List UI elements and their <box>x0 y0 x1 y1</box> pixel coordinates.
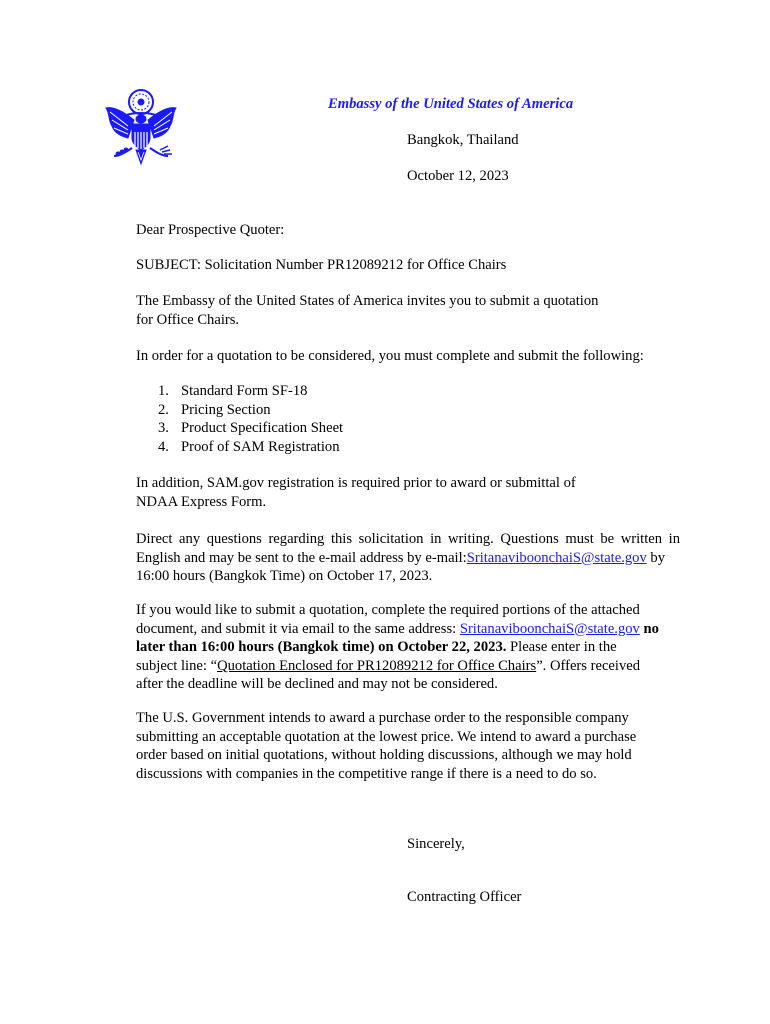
submission-text: no <box>639 620 659 637</box>
submission-text: Please enter in the <box>506 639 617 656</box>
email-link[interactable]: SritanaviboonchaiS@state.gov <box>459 620 640 637</box>
email-link[interactable]: SritanaviboonchaiS@state.gov <box>466 549 647 566</box>
list-item <box>158 382 343 401</box>
award-line: The U.S. Government intends to award a purchase order to the responsible company <box>136 710 629 726</box>
email-subject-text: Quotation Enclosed for PR12089212 for Office Chairs <box>217 657 537 674</box>
requirements-list <box>158 382 343 457</box>
list-item <box>158 438 343 457</box>
requirement-intro: In order for a quotation to be considered, you must complete and submit the following: <box>136 348 644 364</box>
submission-text: ”. Offers received <box>536 657 641 674</box>
questions-line: Direct any questions regarding this solicitation in writing. Questions must be written in <box>136 531 680 547</box>
list-item-text: Proof of SAM Registration <box>181 439 340 456</box>
sam-line: In addition, SAM.gov registration is required prior to award or submittal of <box>136 475 576 491</box>
closing: Sincerely, <box>407 836 465 852</box>
invitation-line: The Embassy of the United States of America invites you to submit a quotation <box>136 293 599 309</box>
submission-line: after the deadline will be declined and may not be considered. <box>136 676 498 693</box>
signature-title: Contracting Officer <box>407 889 522 905</box>
submission-line: If you would like to submit a quotation, complete the required portions of the attached <box>136 602 640 618</box>
questions-text: by <box>646 549 665 566</box>
list-item <box>158 401 343 420</box>
submission-line <box>136 620 680 639</box>
sam-paragraph <box>136 474 680 511</box>
list-item <box>158 419 343 438</box>
list-item-number: 3. <box>158 420 169 437</box>
questions-paragraph <box>136 530 680 586</box>
submission-paragraph <box>136 601 680 694</box>
great-seal-eagle-icon <box>104 86 178 168</box>
award-line: order based on initial quotations, without holding discussions, although we may hold <box>136 747 632 764</box>
list-item-text: Standard Form SF-18 <box>181 383 308 399</box>
questions-line: 16:00 hours (Bangkok Time) on October 17, 2023. <box>136 568 433 585</box>
sam-line: NDAA Express Form. <box>136 493 267 510</box>
questions-text: English and may be sent to the e-mail address by e-mail: <box>136 549 467 566</box>
list-item-number: 1. <box>158 383 169 399</box>
subject-line: SUBJECT: Solicitation Number PR12089212 for Office Chairs <box>136 257 507 273</box>
award-line: submitting an acceptable quotation at the lowest price. We intend to award a purchase <box>136 728 637 745</box>
salutation: Dear Prospective Quoter: <box>136 222 285 238</box>
submission-line <box>136 638 680 657</box>
deadline-text: later than 16:00 hours (Bangkok time) on October 22, 2023. <box>136 639 507 656</box>
list-item-number: 2. <box>158 401 169 418</box>
invitation-paragraph <box>136 292 680 329</box>
submission-text: subject line: “ <box>136 657 218 674</box>
invitation-line: for Office Chairs. <box>136 311 240 328</box>
embassy-name: Embassy of the United States of America <box>328 96 574 112</box>
questions-line <box>136 549 680 568</box>
list-item-text: Product Specification Sheet <box>181 420 344 437</box>
award-paragraph <box>136 709 680 783</box>
letter-date: October 12, 2023 <box>407 168 509 184</box>
list-item-text: Pricing Section <box>181 401 271 418</box>
list-item-number: 4. <box>158 439 169 456</box>
award-line: discussions with companies in the competitive range if there is a need to do so. <box>136 765 597 782</box>
location-city: Bangkok, Thailand <box>407 132 519 148</box>
submission-line <box>136 657 680 676</box>
submission-text: document, and submit it via email to the same address: <box>136 620 460 637</box>
